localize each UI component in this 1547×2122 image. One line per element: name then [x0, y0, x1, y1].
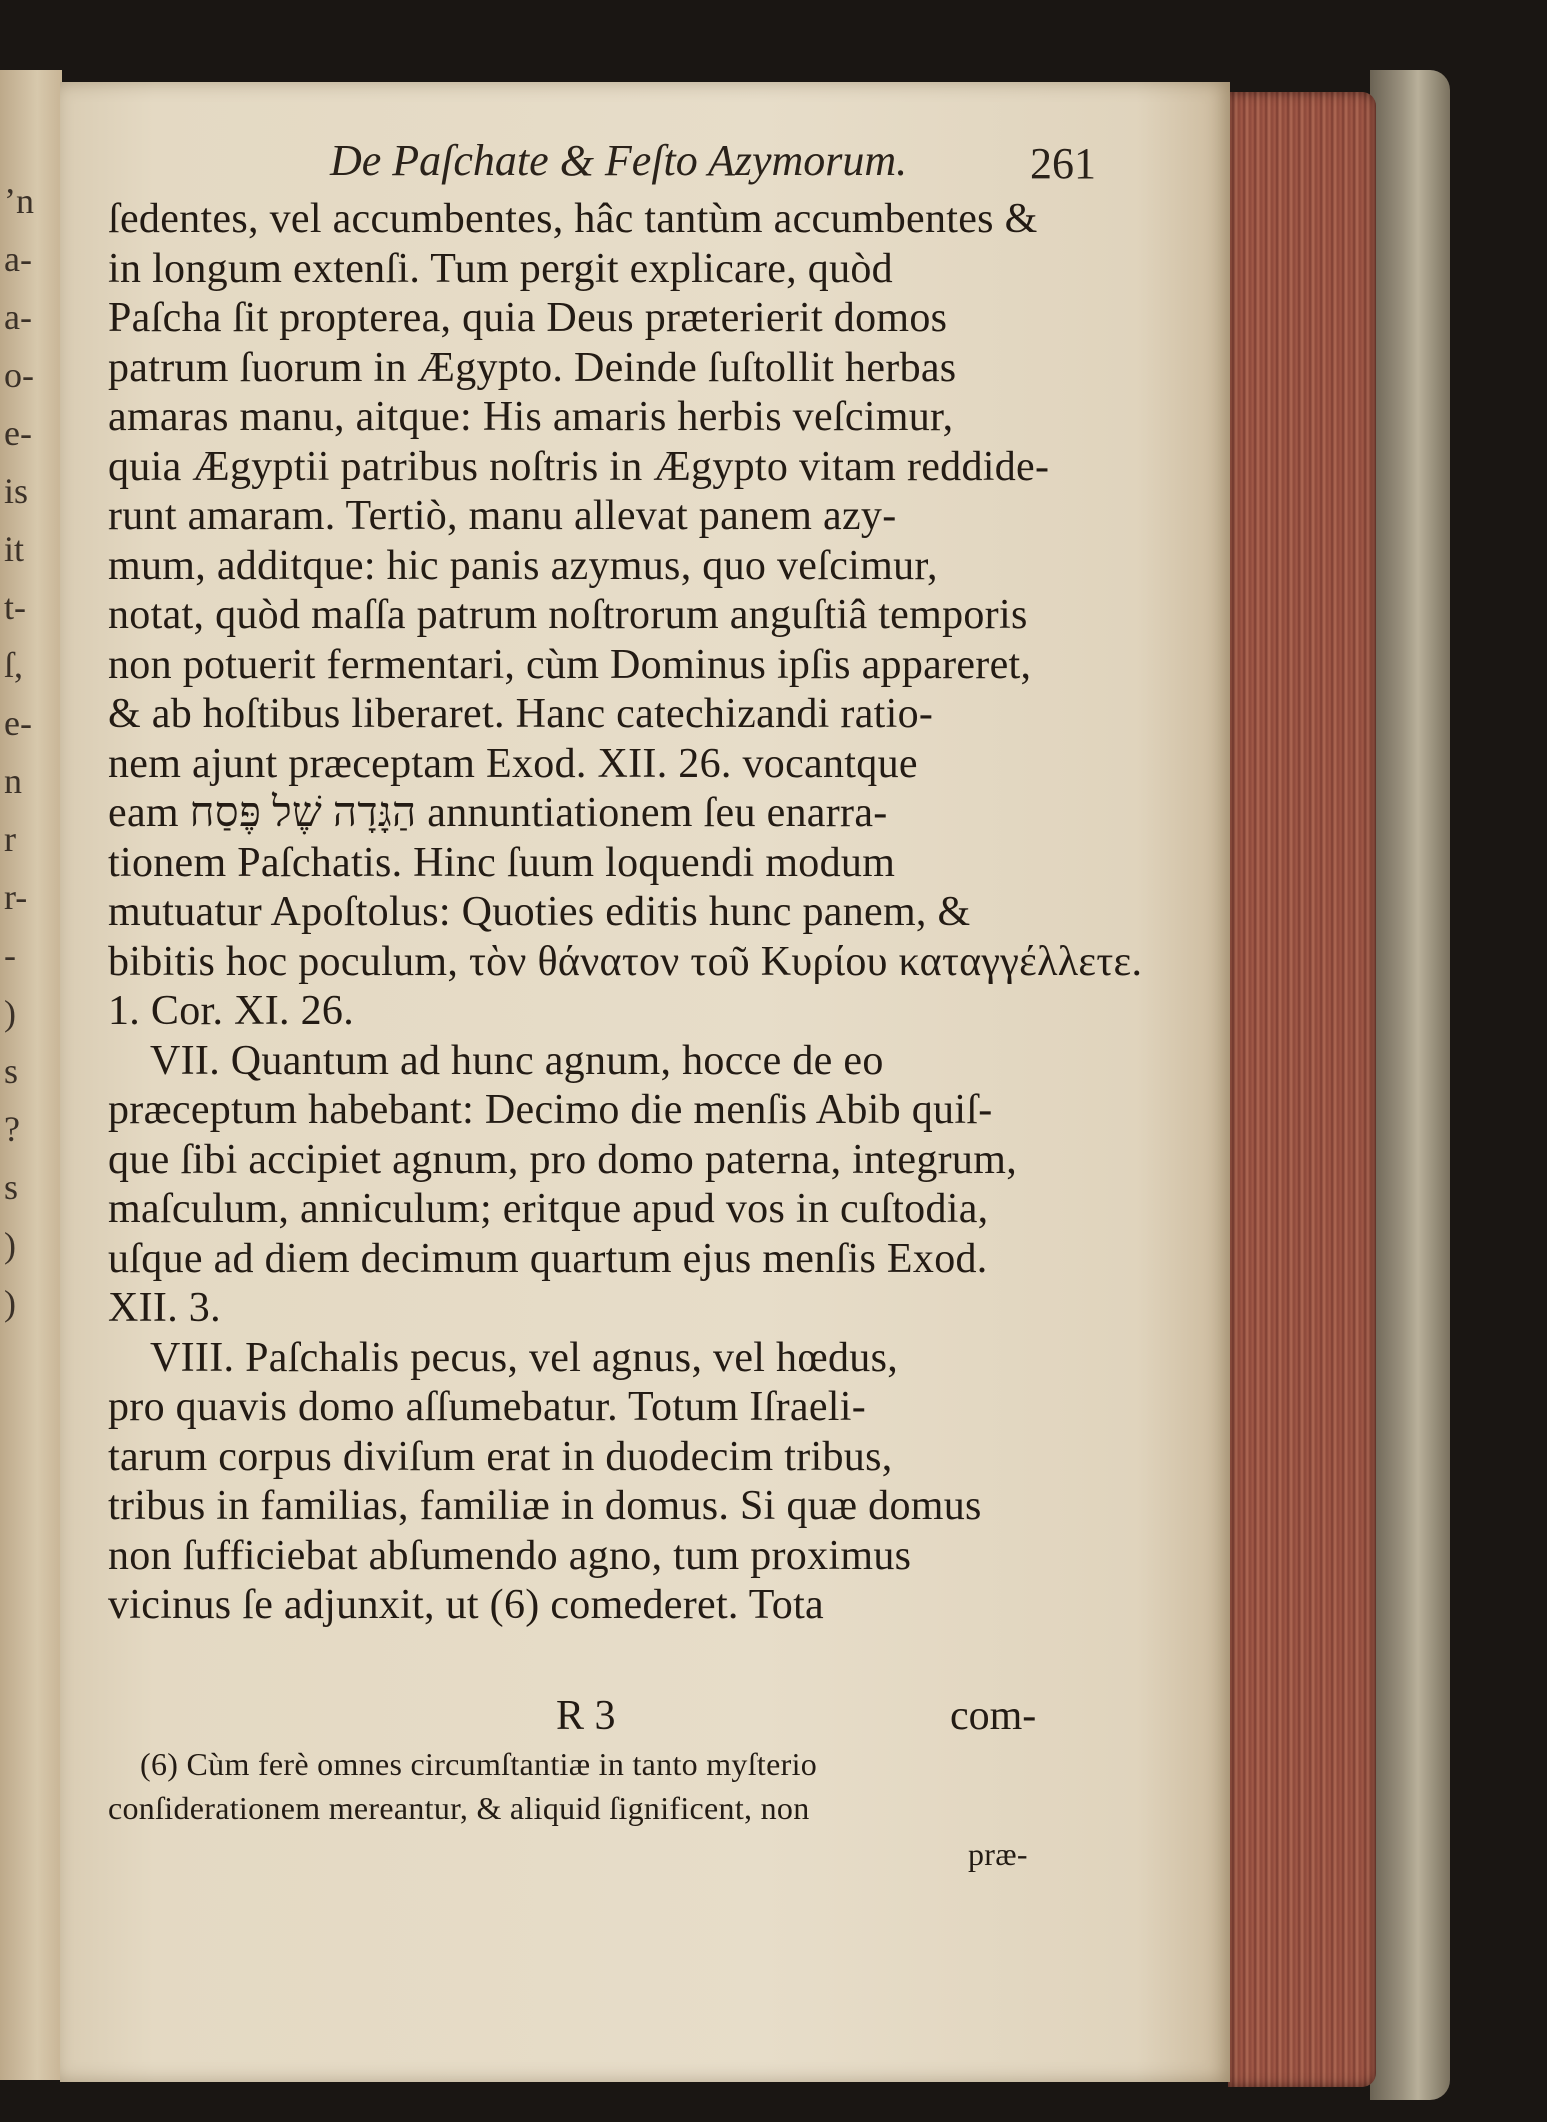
text-line: amaras manu, aitque: His amaris herbis veſcimur,: [108, 394, 954, 440]
page-number: 261: [1030, 139, 1096, 188]
left-page-fragment: ): [4, 1283, 16, 1323]
text-line: tionem Paſchatis. Hinc ſuum loquendi modum: [108, 839, 896, 886]
text-line: mutuatur Apoſtolus: Quoties editis hunc panem, &: [108, 889, 971, 935]
left-page-fragment: -: [4, 935, 16, 975]
running-title: De Paſchate & Feſto Azymorum.: [330, 136, 908, 185]
text-line: Paſcha ſit propterea, quia Deus præterierit domos: [108, 295, 948, 341]
page-fore-edges: [1228, 92, 1376, 2087]
text-line: non ſufficiebat abſumendo agno, tum proximus: [108, 1532, 912, 1579]
left-page-fragment: n: [4, 761, 22, 801]
text-line: runt amaram. Tertiò, manu allevat panem azy-: [108, 493, 897, 539]
catchword: com-: [950, 1693, 1037, 1739]
left-page-fragment: r-: [4, 877, 28, 917]
text-line: & ab hoſtibus liberaret. Hanc catechizandi ratio-: [108, 691, 934, 737]
text-line: patrum ſuorum in Ægypto. Deinde ſuſtollit herbas: [108, 344, 957, 391]
text-line: tribus in familias, familiæ in domus. Si quæ domus: [108, 1483, 982, 1529]
text-line: uſque ad diem decimum quartum ejus menſis Exod.: [108, 1235, 988, 1282]
text-line: ſedentes, vel accumbentes, hâc tantùm accumbentes &: [108, 196, 1038, 242]
left-page-fragment: e-: [4, 413, 32, 453]
left-page-fragment: t-: [4, 587, 26, 627]
text-line: VIII. Paſchalis pecus, vel agnus, vel hœdus,: [150, 1334, 899, 1381]
text-line: in longum extenſi. Tum pergit explicare, quòd: [108, 245, 893, 292]
text-line: eam הַגָּדָה שֶׁל פֶּסַח annuntiationem ſeu enarra-: [108, 790, 888, 836]
footnote-line: conſiderationem mereantur, & aliquid ſignificent, non: [108, 1790, 810, 1826]
text-line: quia Ægyptii patribus noſtris in Ægypto vitam reddide-: [108, 443, 1050, 490]
footnote-line: præ-: [968, 1836, 1028, 1872]
left-page-fragment: ſ,: [4, 645, 24, 685]
left-page-fragment: s: [4, 1051, 19, 1091]
text-line: VII. Quantum ad hunc agnum, hocce de eo: [150, 1037, 884, 1084]
text-line: bibitis hoc poculum, τὸν θάνατον τοῦ Κυρίου καταγγέλλετε.: [108, 938, 1143, 985]
text-line: non potuerit fermentari, cùm Dominus ipſis appareret,: [108, 641, 1032, 688]
text-line: præceptum habebant: Decimo die menſis Abib quiſ-: [108, 1087, 993, 1133]
text-line: mum, additque: hic panis azymus, quo veſcimur,: [108, 542, 938, 589]
text-line: tarum corpus diviſum erat in duodecim tribus,: [108, 1433, 893, 1480]
text-line: notat, quòd maſſa patrum noſtrorum anguſtiâ temporis: [108, 592, 1028, 638]
text-line: XII. 3.: [108, 1285, 221, 1331]
book-cover-edge: [1370, 70, 1450, 2100]
text-line: 1. Cor. XI. 26.: [108, 988, 354, 1034]
text-line: maſculum, anniculum; eritque apud vos in cuſtodia,: [108, 1186, 989, 1232]
left-page-fragment: e-: [4, 703, 32, 743]
left-page-fragment: ?: [4, 1109, 20, 1149]
left-page-fragment: r: [4, 819, 16, 859]
left-page-fragment: ): [4, 1225, 16, 1265]
footnote-line: (6) Cùm ferè omnes circumſtantiæ in tanto myſterio: [140, 1746, 818, 1782]
left-page-fragment: it: [4, 529, 25, 569]
left-page-fragment: a-: [4, 239, 32, 279]
left-page-fragment: is: [4, 471, 29, 511]
left-page-fragment: ʼn: [4, 181, 34, 221]
text-line: vicinus ſe adjunxit, ut (6) comederet. Tota: [108, 1582, 824, 1628]
text-line: pro quavis domo aſſumebatur. Totum Iſraeli-: [108, 1384, 867, 1430]
left-page-fragment: a-: [4, 297, 32, 337]
text-line: que ſibi accipiet agnum, pro domo paterna, integrum,: [108, 1136, 1018, 1183]
left-page-fragment: o-: [4, 355, 34, 395]
left-page-fragment: s: [4, 1167, 19, 1207]
left-page-fragment: ): [4, 993, 16, 1033]
text-line: nem ajunt præceptam Exod. XII. 26. vocantque: [108, 740, 918, 787]
left-page-edge: [0, 70, 62, 2080]
signature-mark: R 3: [556, 1693, 616, 1739]
